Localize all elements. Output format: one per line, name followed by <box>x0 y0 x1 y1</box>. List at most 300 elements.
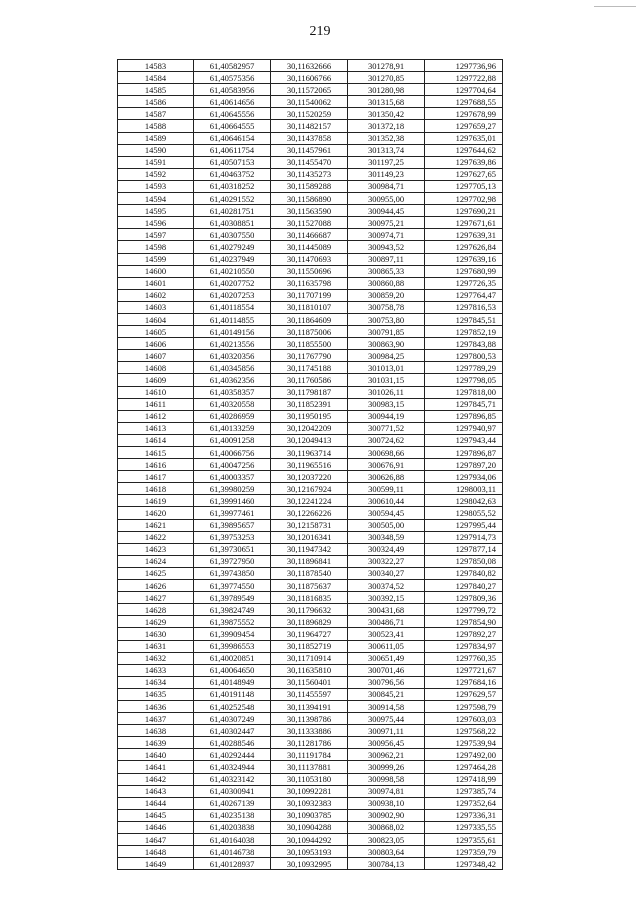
latitude-cell: 61,40323142 <box>194 773 271 785</box>
table-row <box>118 447 503 459</box>
x-coordinate-cell: 301278,91 <box>348 60 425 72</box>
point-number-cell: 14611 <box>118 398 194 410</box>
longitude-cell: 30,11482157 <box>271 120 348 132</box>
latitude-cell: 61,39743850 <box>194 567 271 579</box>
x-coordinate-cell: 300505,00 <box>348 519 425 531</box>
point-number-cell: 14625 <box>118 567 194 579</box>
point-number-cell: 14600 <box>118 265 194 277</box>
table-row <box>118 84 503 96</box>
latitude-cell: 61,39977461 <box>194 507 271 519</box>
point-number-cell: 14606 <box>118 338 194 350</box>
table-row <box>118 398 503 410</box>
table-row <box>118 749 503 761</box>
longitude-cell: 30,12158731 <box>271 519 348 531</box>
y-coordinate-cell: 1297799,72 <box>425 604 503 616</box>
y-coordinate-cell: 1297690,21 <box>425 205 503 217</box>
latitude-cell: 61,40020851 <box>194 652 271 664</box>
longitude-cell: 30,11527088 <box>271 217 348 229</box>
longitude-cell: 30,11281786 <box>271 737 348 749</box>
longitude-cell: 30,11053180 <box>271 773 348 785</box>
y-coordinate-cell: 1297355,61 <box>425 834 503 846</box>
point-number-cell: 14632 <box>118 652 194 664</box>
table-row <box>118 471 503 483</box>
point-number-cell: 14635 <box>118 688 194 700</box>
x-coordinate-cell: 300784,13 <box>348 858 425 870</box>
x-coordinate-cell: 300974,71 <box>348 229 425 241</box>
latitude-cell: 61,39909454 <box>194 628 271 640</box>
latitude-cell: 61,40210550 <box>194 265 271 277</box>
y-coordinate-cell: 1297896,87 <box>425 447 503 459</box>
y-coordinate-cell: 1298042,63 <box>425 495 503 507</box>
y-coordinate-cell: 1297840,27 <box>425 580 503 592</box>
point-number-cell: 14648 <box>118 846 194 858</box>
longitude-cell: 30,11767790 <box>271 350 348 362</box>
y-coordinate-cell: 1297539,94 <box>425 737 503 749</box>
point-number-cell: 14633 <box>118 664 194 676</box>
table-row <box>118 483 503 495</box>
table-row <box>118 604 503 616</box>
point-number-cell: 14602 <box>118 289 194 301</box>
latitude-cell: 61,40191148 <box>194 688 271 700</box>
table-row <box>118 60 503 72</box>
y-coordinate-cell: 1298055,52 <box>425 507 503 519</box>
latitude-cell: 61,40300941 <box>194 785 271 797</box>
point-number-cell: 14595 <box>118 205 194 217</box>
longitude-cell: 30,12167924 <box>271 483 348 495</box>
x-coordinate-cell: 300758,78 <box>348 301 425 313</box>
point-number-cell: 14599 <box>118 253 194 265</box>
point-number-cell: 14646 <box>118 821 194 833</box>
point-number-cell: 14598 <box>118 241 194 253</box>
table-row <box>118 700 503 712</box>
y-coordinate-cell: 1297852,19 <box>425 326 503 338</box>
x-coordinate-cell: 300753,80 <box>348 313 425 325</box>
x-coordinate-cell: 300956,45 <box>348 737 425 749</box>
latitude-cell: 61,40320558 <box>194 398 271 410</box>
table-row <box>118 688 503 700</box>
longitude-cell: 30,11550696 <box>271 265 348 277</box>
latitude-cell: 61,40091258 <box>194 434 271 446</box>
longitude-cell: 30,11589288 <box>271 180 348 192</box>
x-coordinate-cell: 300651,49 <box>348 652 425 664</box>
point-number-cell: 14626 <box>118 580 194 592</box>
y-coordinate-cell: 1297816,53 <box>425 301 503 313</box>
table-row <box>118 676 503 688</box>
longitude-cell: 30,11333886 <box>271 725 348 737</box>
table-row <box>118 616 503 628</box>
longitude-cell: 30,11964727 <box>271 628 348 640</box>
point-number-cell: 14591 <box>118 156 194 168</box>
longitude-cell: 30,11878540 <box>271 567 348 579</box>
table-row <box>118 180 503 192</box>
x-coordinate-cell: 300791,85 <box>348 326 425 338</box>
point-number-cell: 14645 <box>118 809 194 821</box>
latitude-cell: 61,40213556 <box>194 338 271 350</box>
latitude-cell: 61,40003357 <box>194 471 271 483</box>
x-coordinate-cell: 300392,15 <box>348 592 425 604</box>
table-row <box>118 253 503 265</box>
x-coordinate-cell: 300914,58 <box>348 700 425 712</box>
latitude-cell: 61,40146738 <box>194 846 271 858</box>
longitude-cell: 30,11606766 <box>271 72 348 84</box>
table-row <box>118 652 503 664</box>
latitude-cell: 61,40507153 <box>194 156 271 168</box>
table-row <box>118 531 503 543</box>
point-number-cell: 14597 <box>118 229 194 241</box>
longitude-cell: 30,10992281 <box>271 785 348 797</box>
y-coordinate-cell: 1297702,98 <box>425 193 503 205</box>
point-number-cell: 14618 <box>118 483 194 495</box>
longitude-cell: 30,11632666 <box>271 60 348 72</box>
point-number-cell: 14608 <box>118 362 194 374</box>
latitude-cell: 61,40203838 <box>194 821 271 833</box>
latitude-cell: 61,40664555 <box>194 120 271 132</box>
longitude-cell: 30,11635810 <box>271 664 348 676</box>
page-edge-mark <box>594 6 636 7</box>
y-coordinate-cell: 1297760,35 <box>425 652 503 664</box>
longitude-cell: 30,10903785 <box>271 809 348 821</box>
y-coordinate-cell: 1297943,44 <box>425 434 503 446</box>
point-number-cell: 14612 <box>118 410 194 422</box>
longitude-cell: 30,11455597 <box>271 688 348 700</box>
table-row <box>118 386 503 398</box>
y-coordinate-cell: 1297705,13 <box>425 180 503 192</box>
y-coordinate-cell: 1297639,16 <box>425 253 503 265</box>
point-number-cell: 14603 <box>118 301 194 313</box>
table-row <box>118 628 503 640</box>
table-row <box>118 350 503 362</box>
x-coordinate-cell: 301270,85 <box>348 72 425 84</box>
y-coordinate-cell: 1297639,31 <box>425 229 503 241</box>
longitude-cell: 30,11191784 <box>271 749 348 761</box>
longitude-cell: 30,11455470 <box>271 156 348 168</box>
longitude-cell: 30,10944292 <box>271 834 348 846</box>
y-coordinate-cell: 1297671,61 <box>425 217 503 229</box>
x-coordinate-cell: 300322,27 <box>348 555 425 567</box>
latitude-cell: 61,40288546 <box>194 737 271 749</box>
x-coordinate-cell: 300803,64 <box>348 846 425 858</box>
table-row <box>118 858 503 870</box>
table-row <box>118 567 503 579</box>
x-coordinate-cell: 300486,71 <box>348 616 425 628</box>
latitude-cell: 61,39980259 <box>194 483 271 495</box>
y-coordinate-cell: 1297834,97 <box>425 640 503 652</box>
point-number-cell: 14592 <box>118 168 194 180</box>
y-coordinate-cell: 1297688,55 <box>425 96 503 108</box>
latitude-cell: 61,40583956 <box>194 84 271 96</box>
longitude-cell: 30,11437858 <box>271 132 348 144</box>
point-number-cell: 14622 <box>118 531 194 543</box>
longitude-cell: 30,11540062 <box>271 96 348 108</box>
longitude-cell: 30,11586890 <box>271 193 348 205</box>
y-coordinate-cell: 1297704,64 <box>425 84 503 96</box>
y-coordinate-cell: 1297789,29 <box>425 362 503 374</box>
coordinates-table-body <box>118 60 503 870</box>
table-row <box>118 410 503 422</box>
y-coordinate-cell: 1297464,28 <box>425 761 503 773</box>
table-row <box>118 289 503 301</box>
point-number-cell: 14627 <box>118 592 194 604</box>
table-row <box>118 507 503 519</box>
y-coordinate-cell: 1297598,79 <box>425 700 503 712</box>
longitude-cell: 30,11572065 <box>271 84 348 96</box>
table-row <box>118 725 503 737</box>
point-number-cell: 14637 <box>118 713 194 725</box>
longitude-cell: 30,11520259 <box>271 108 348 120</box>
table-row <box>118 265 503 277</box>
point-number-cell: 14624 <box>118 555 194 567</box>
table-row <box>118 761 503 773</box>
point-number-cell: 14615 <box>118 447 194 459</box>
longitude-cell: 30,12037220 <box>271 471 348 483</box>
latitude-cell: 61,39789549 <box>194 592 271 604</box>
longitude-cell: 30,10904288 <box>271 821 348 833</box>
latitude-cell: 61,40307249 <box>194 713 271 725</box>
y-coordinate-cell: 1297845,51 <box>425 313 503 325</box>
latitude-cell: 61,40575356 <box>194 72 271 84</box>
point-number-cell: 14613 <box>118 422 194 434</box>
point-number-cell: 14634 <box>118 676 194 688</box>
longitude-cell: 30,11947342 <box>271 543 348 555</box>
y-coordinate-cell: 1297897,20 <box>425 459 503 471</box>
point-number-cell: 14636 <box>118 700 194 712</box>
y-coordinate-cell: 1297359,79 <box>425 846 503 858</box>
x-coordinate-cell: 300955,00 <box>348 193 425 205</box>
x-coordinate-cell: 300971,11 <box>348 725 425 737</box>
latitude-cell: 61,40614656 <box>194 96 271 108</box>
x-coordinate-cell: 300523,41 <box>348 628 425 640</box>
longitude-cell: 30,11852391 <box>271 398 348 410</box>
y-coordinate-cell: 1297798,05 <box>425 374 503 386</box>
y-coordinate-cell: 1297800,53 <box>425 350 503 362</box>
x-coordinate-cell: 301280,98 <box>348 84 425 96</box>
x-coordinate-cell: 300984,71 <box>348 180 425 192</box>
table-row <box>118 120 503 132</box>
latitude-cell: 61,40128937 <box>194 858 271 870</box>
table-row <box>118 737 503 749</box>
table-row <box>118 713 503 725</box>
latitude-cell: 61,40267139 <box>194 797 271 809</box>
x-coordinate-cell: 300944,19 <box>348 410 425 422</box>
longitude-cell: 30,11950195 <box>271 410 348 422</box>
longitude-cell: 30,12042209 <box>271 422 348 434</box>
table-row <box>118 592 503 604</box>
table-row <box>118 519 503 531</box>
x-coordinate-cell: 300975,21 <box>348 217 425 229</box>
longitude-cell: 30,11435273 <box>271 168 348 180</box>
x-coordinate-cell: 300962,21 <box>348 749 425 761</box>
y-coordinate-cell: 1297336,31 <box>425 809 503 821</box>
coordinates-table <box>117 59 503 870</box>
y-coordinate-cell: 1297635,01 <box>425 132 503 144</box>
point-number-cell: 14628 <box>118 604 194 616</box>
latitude-cell: 61,40114855 <box>194 313 271 325</box>
point-number-cell: 14616 <box>118 459 194 471</box>
y-coordinate-cell: 1297892,27 <box>425 628 503 640</box>
table-row <box>118 144 503 156</box>
y-coordinate-cell: 1297722,88 <box>425 72 503 84</box>
table-row <box>118 193 503 205</box>
point-number-cell: 14614 <box>118 434 194 446</box>
point-number-cell: 14584 <box>118 72 194 84</box>
x-coordinate-cell: 300823,05 <box>348 834 425 846</box>
longitude-cell: 30,12266226 <box>271 507 348 519</box>
y-coordinate-cell: 1297896,85 <box>425 410 503 422</box>
longitude-cell: 30,10932995 <box>271 858 348 870</box>
y-coordinate-cell: 1297492,00 <box>425 749 503 761</box>
point-number-cell: 14640 <box>118 749 194 761</box>
longitude-cell: 30,11445089 <box>271 241 348 253</box>
longitude-cell: 30,11560401 <box>271 676 348 688</box>
latitude-cell: 61,40324944 <box>194 761 271 773</box>
table-row <box>118 326 503 338</box>
latitude-cell: 61,40066756 <box>194 447 271 459</box>
latitude-cell: 61,40320356 <box>194 350 271 362</box>
longitude-cell: 30,11864609 <box>271 313 348 325</box>
y-coordinate-cell: 1297721,67 <box>425 664 503 676</box>
y-coordinate-cell: 1297335,55 <box>425 821 503 833</box>
latitude-cell: 61,40463752 <box>194 168 271 180</box>
y-coordinate-cell: 1297659,27 <box>425 120 503 132</box>
point-number-cell: 14590 <box>118 144 194 156</box>
table-row <box>118 362 503 374</box>
x-coordinate-cell: 300944,45 <box>348 205 425 217</box>
longitude-cell: 30,12016341 <box>271 531 348 543</box>
longitude-cell: 30,10932383 <box>271 797 348 809</box>
table-row <box>118 459 503 471</box>
x-coordinate-cell: 301313,74 <box>348 144 425 156</box>
longitude-cell: 30,11394191 <box>271 700 348 712</box>
longitude-cell: 30,11707199 <box>271 289 348 301</box>
table-row <box>118 229 503 241</box>
latitude-cell: 61,40252548 <box>194 700 271 712</box>
x-coordinate-cell: 300611,05 <box>348 640 425 652</box>
x-coordinate-cell: 300796,56 <box>348 676 425 688</box>
table-row <box>118 434 503 446</box>
longitude-cell: 30,11965516 <box>271 459 348 471</box>
latitude-cell: 61,39875552 <box>194 616 271 628</box>
latitude-cell: 61,40118554 <box>194 301 271 313</box>
x-coordinate-cell: 300938,10 <box>348 797 425 809</box>
point-number-cell: 14629 <box>118 616 194 628</box>
x-coordinate-cell: 300599,11 <box>348 483 425 495</box>
latitude-cell: 61,40164038 <box>194 834 271 846</box>
table-row <box>118 543 503 555</box>
longitude-cell: 30,11563590 <box>271 205 348 217</box>
y-coordinate-cell: 1297568,22 <box>425 725 503 737</box>
longitude-cell: 30,11398786 <box>271 713 348 725</box>
point-number-cell: 14593 <box>118 180 194 192</box>
table-row <box>118 241 503 253</box>
x-coordinate-cell: 300698,66 <box>348 447 425 459</box>
point-number-cell: 14617 <box>118 471 194 483</box>
latitude-cell: 61,40148949 <box>194 676 271 688</box>
table-row <box>118 338 503 350</box>
latitude-cell: 61,40237949 <box>194 253 271 265</box>
x-coordinate-cell: 300594,45 <box>348 507 425 519</box>
y-coordinate-cell: 1298003,11 <box>425 483 503 495</box>
y-coordinate-cell: 1297418,99 <box>425 773 503 785</box>
y-coordinate-cell: 1297603,03 <box>425 713 503 725</box>
x-coordinate-cell: 300340,27 <box>348 567 425 579</box>
x-coordinate-cell: 301031,15 <box>348 374 425 386</box>
x-coordinate-cell: 300975,44 <box>348 713 425 725</box>
table-row <box>118 664 503 676</box>
latitude-cell: 61,39895657 <box>194 519 271 531</box>
y-coordinate-cell: 1297385,74 <box>425 785 503 797</box>
latitude-cell: 61,39727950 <box>194 555 271 567</box>
table-row <box>118 313 503 325</box>
longitude-cell: 30,12241224 <box>271 495 348 507</box>
point-number-cell: 14587 <box>118 108 194 120</box>
y-coordinate-cell: 1297934,06 <box>425 471 503 483</box>
y-coordinate-cell: 1297809,36 <box>425 592 503 604</box>
point-number-cell: 14596 <box>118 217 194 229</box>
point-number-cell: 14605 <box>118 326 194 338</box>
point-number-cell: 14649 <box>118 858 194 870</box>
y-coordinate-cell: 1297914,73 <box>425 531 503 543</box>
y-coordinate-cell: 1297845,71 <box>425 398 503 410</box>
x-coordinate-cell: 300897,11 <box>348 253 425 265</box>
latitude-cell: 61,39730651 <box>194 543 271 555</box>
x-coordinate-cell: 301013,01 <box>348 362 425 374</box>
table-row <box>118 809 503 821</box>
longitude-cell: 30,11875637 <box>271 580 348 592</box>
longitude-cell: 30,11710914 <box>271 652 348 664</box>
table-row <box>118 168 503 180</box>
latitude-cell: 61,39753253 <box>194 531 271 543</box>
latitude-cell: 61,40133259 <box>194 422 271 434</box>
longitude-cell: 30,11470693 <box>271 253 348 265</box>
y-coordinate-cell: 1297626,84 <box>425 241 503 253</box>
table-row <box>118 217 503 229</box>
point-number-cell: 14586 <box>118 96 194 108</box>
point-number-cell: 14631 <box>118 640 194 652</box>
y-coordinate-cell: 1297850,08 <box>425 555 503 567</box>
table-row <box>118 834 503 846</box>
latitude-cell: 61,40207253 <box>194 289 271 301</box>
point-number-cell: 14620 <box>118 507 194 519</box>
y-coordinate-cell: 1297644,62 <box>425 144 503 156</box>
latitude-cell: 61,40302447 <box>194 725 271 737</box>
table-row <box>118 156 503 168</box>
point-number-cell: 14621 <box>118 519 194 531</box>
longitude-cell: 30,11855500 <box>271 338 348 350</box>
y-coordinate-cell: 1297764,47 <box>425 289 503 301</box>
longitude-cell: 30,11635798 <box>271 277 348 289</box>
table-row <box>118 96 503 108</box>
point-number-cell: 14607 <box>118 350 194 362</box>
x-coordinate-cell: 300348,59 <box>348 531 425 543</box>
y-coordinate-cell: 1297736,96 <box>425 60 503 72</box>
latitude-cell: 61,40582957 <box>194 60 271 72</box>
point-number-cell: 14589 <box>118 132 194 144</box>
point-number-cell: 14583 <box>118 60 194 72</box>
longitude-cell: 30,11816835 <box>271 592 348 604</box>
latitude-cell: 61,40279249 <box>194 241 271 253</box>
point-number-cell: 14642 <box>118 773 194 785</box>
x-coordinate-cell: 300374,52 <box>348 580 425 592</box>
x-coordinate-cell: 300626,88 <box>348 471 425 483</box>
x-coordinate-cell: 300860,88 <box>348 277 425 289</box>
latitude-cell: 61,40645556 <box>194 108 271 120</box>
x-coordinate-cell: 300863,90 <box>348 338 425 350</box>
longitude-cell: 30,11137881 <box>271 761 348 773</box>
table-row <box>118 821 503 833</box>
latitude-cell: 61,40281751 <box>194 205 271 217</box>
y-coordinate-cell: 1297726,35 <box>425 277 503 289</box>
longitude-cell: 30,11457961 <box>271 144 348 156</box>
